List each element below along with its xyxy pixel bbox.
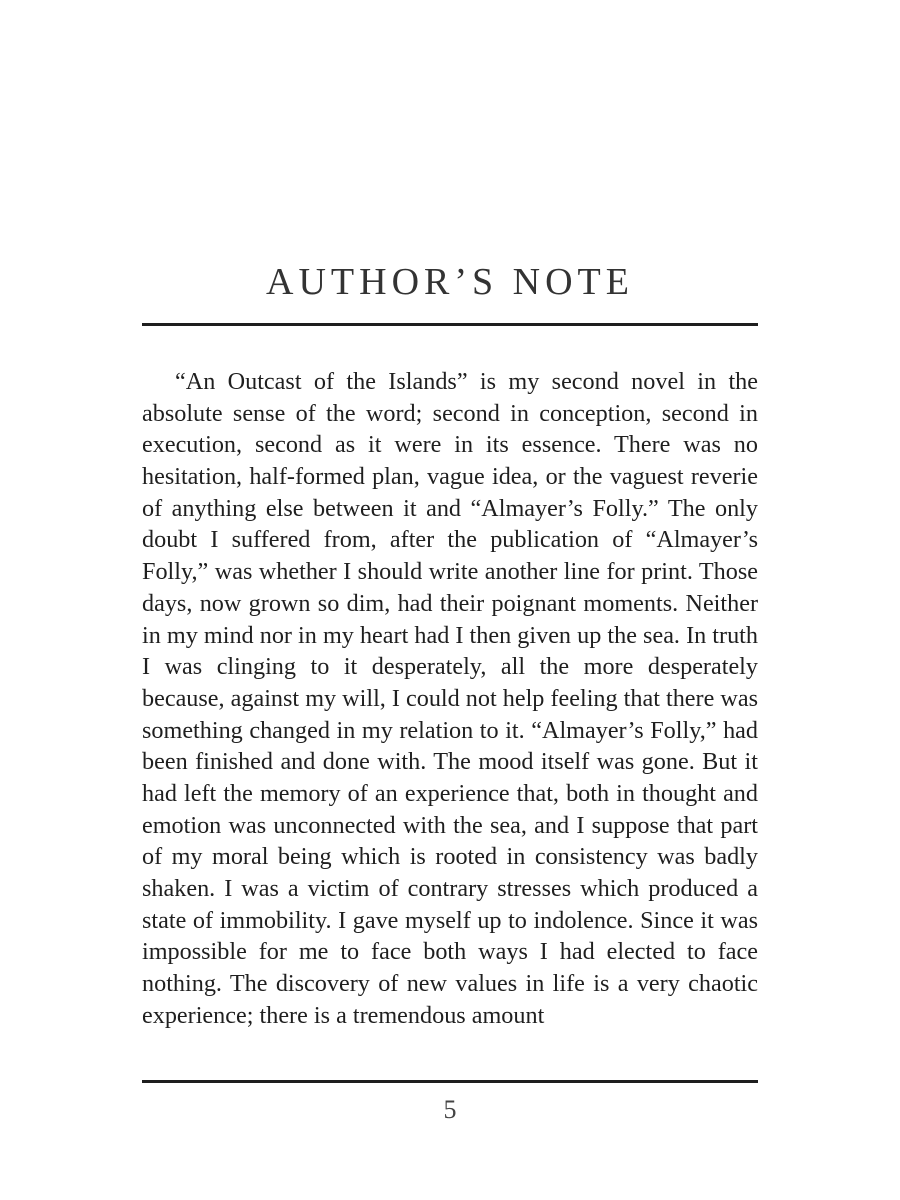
body-paragraph: “An Outcast of the Islands” is my second novel in the absolute sense of the word; second in conception, second in execution, second as it were in its essence. There was no hesitation, half-formed plan, vague idea, or the vaguest reverie of anything else between it and “Almayer’s Folly.” The only doubt I suffered from, after the publication of “Almayer’s Folly,” was whether I should write another line for print. Those days, now grown so dim, had their poignant moments. Neither in my mind nor in my heart had I then given up the sea. In truth I was clinging to it desperately, all the more desperately because, against my will, I could not help feeling that there was something changed in my relation to it. “Almayer’s Folly,” had been finished and done with. The mood itself was gone. But it had left the memory of an experience that, both in thought and emotion was unconnected with the sea, and I suppose that part of my moral being which is rooted in consistency was badly shaken. I was a victim of contrary stresses which produced a state of immobility. I gave myself up to indolence. Since it was impossible for me to face both ways I had elected to face nothing. The discovery of new values in life is a very chaotic experience; there is a tremendous amount (142, 368, 758, 1029)
page-title: AUTHOR’S NOTE (266, 261, 634, 303)
page-number: 5 (443, 1095, 457, 1124)
bottom-divider (142, 1080, 758, 1083)
top-divider (142, 323, 758, 326)
